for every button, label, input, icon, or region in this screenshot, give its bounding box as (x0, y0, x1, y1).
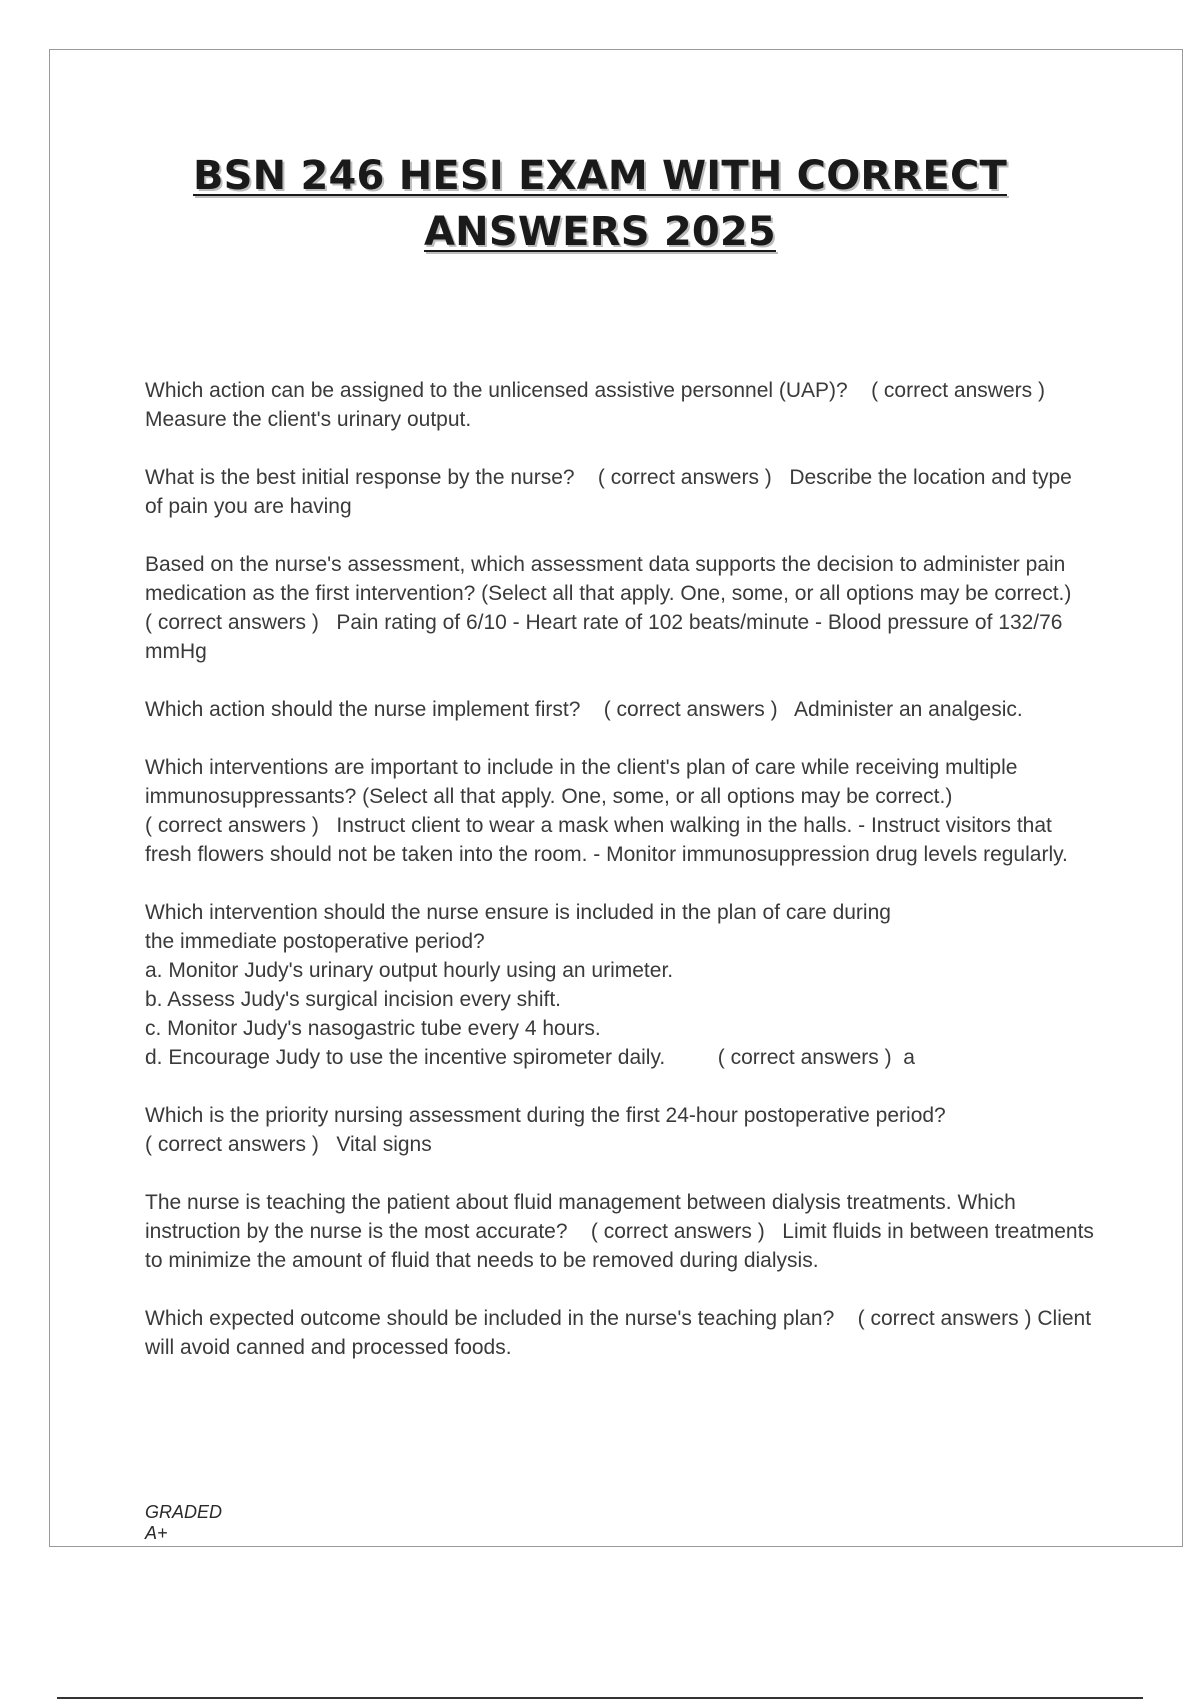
bottom-divider (57, 1697, 1143, 1699)
option-c: c. Monitor Judy's nasogastric tube every 4 hours. (145, 1017, 601, 1040)
question-text: Which is the priority nursing assessment during the first 24-hour postoperative period? (145, 1104, 946, 1127)
option-d: d. Encourage Judy to use the incentive spirometer daily. (145, 1046, 666, 1069)
qa-item (145, 695, 1095, 724)
answer-text: Pain rating of 6/10 - Heart rate of 102 beats/minute - Blood pressure of 132/76 mmHg (145, 611, 1063, 663)
grade-footer (145, 1502, 222, 1544)
qa-item (145, 1188, 1095, 1275)
question-text: the immediate postoperative period? (145, 930, 485, 953)
qa-item (145, 550, 1095, 666)
answer-tag: ( correct answers ) (145, 611, 319, 634)
question-text: Which intervention should the nurse ensure is included in the plan of care during (145, 901, 891, 924)
question-text: Which action can be assigned to the unlicensed assistive personnel (UAP)? (145, 379, 848, 402)
option-d-with-answer (145, 1043, 1095, 1072)
answer-text: Instruct client to wear a mask when walking in the halls. - Instruct visitors that fresh flowers should not be taken into the room. - Monitor immunosuppression drug levels regularly. (145, 814, 1068, 866)
answer-text: Describe the location and type of pain you are having (145, 466, 1072, 518)
answer-text: Administer an analgesic. (793, 698, 1023, 721)
qa-item-multiple-choice (145, 898, 1095, 1072)
page-title (0, 148, 1200, 260)
option-a: a. Monitor Judy's urinary output hourly using an urimeter. (145, 959, 674, 982)
answer-tag: ( correct answers ) (145, 1133, 319, 1156)
answer-tag: ( correct answers ) (857, 1307, 1032, 1330)
answer-text: Vital signs (336, 1133, 432, 1156)
question-text: Which action should the nurse implement first? (145, 698, 581, 721)
question-text: The nurse is teaching the patient about fluid management between dialysis treatments. Which instruction by the nurse is the most accurate? (145, 1191, 1016, 1243)
answer-tag: ( correct answers ) (871, 379, 1045, 402)
qa-item (145, 376, 1095, 434)
answer-text: Client will avoid canned and processed foods. (145, 1307, 1092, 1359)
title-line-1: BSN 246 HESI EXAM WITH CORRECT (192, 153, 1007, 199)
qa-item (145, 1304, 1095, 1362)
footer-grade-value: A+ (145, 1523, 168, 1543)
question-text: Which expected outcome should be included in the nurse's teaching plan? (145, 1307, 835, 1330)
answer-tag: ( correct answers ) (597, 466, 772, 489)
question-text: Based on the nurse's assessment, which assessment data supports the decision to administer pain medication as the first intervention? (Select all that apply. One, some, or all options may be correct.) (145, 553, 1072, 605)
answer-tag: ( correct answers ) (590, 1220, 765, 1243)
title-line-2: ANSWERS 2025 (424, 209, 776, 255)
option-b: b. Assess Judy's surgical incision every shift. (145, 988, 562, 1011)
answer-tag: ( correct answers ) (145, 814, 319, 837)
answer-tag: ( correct answers ) (603, 698, 778, 721)
question-text: What is the best initial response by the nurse? (145, 466, 575, 489)
answer-text: Measure the client's urinary output. (145, 408, 472, 431)
qa-item (145, 1101, 1095, 1159)
answer-text: Limit fluids in between treatments to minimize the amount of fluid that needs to be removed during dialysis. (145, 1220, 1094, 1272)
question-text: Which interventions are important to include in the client's plan of care while receiving multiple immunosuppressants? (Select all that apply. One, some, or all options may be correct.) (145, 756, 1018, 808)
qa-item (145, 753, 1095, 869)
answer-text: a (903, 1046, 915, 1069)
answer-tag: ( correct answers ) (717, 1046, 892, 1069)
qa-list (145, 376, 1095, 1391)
qa-item (145, 463, 1095, 521)
footer-graded-label: GRADED (145, 1502, 223, 1522)
